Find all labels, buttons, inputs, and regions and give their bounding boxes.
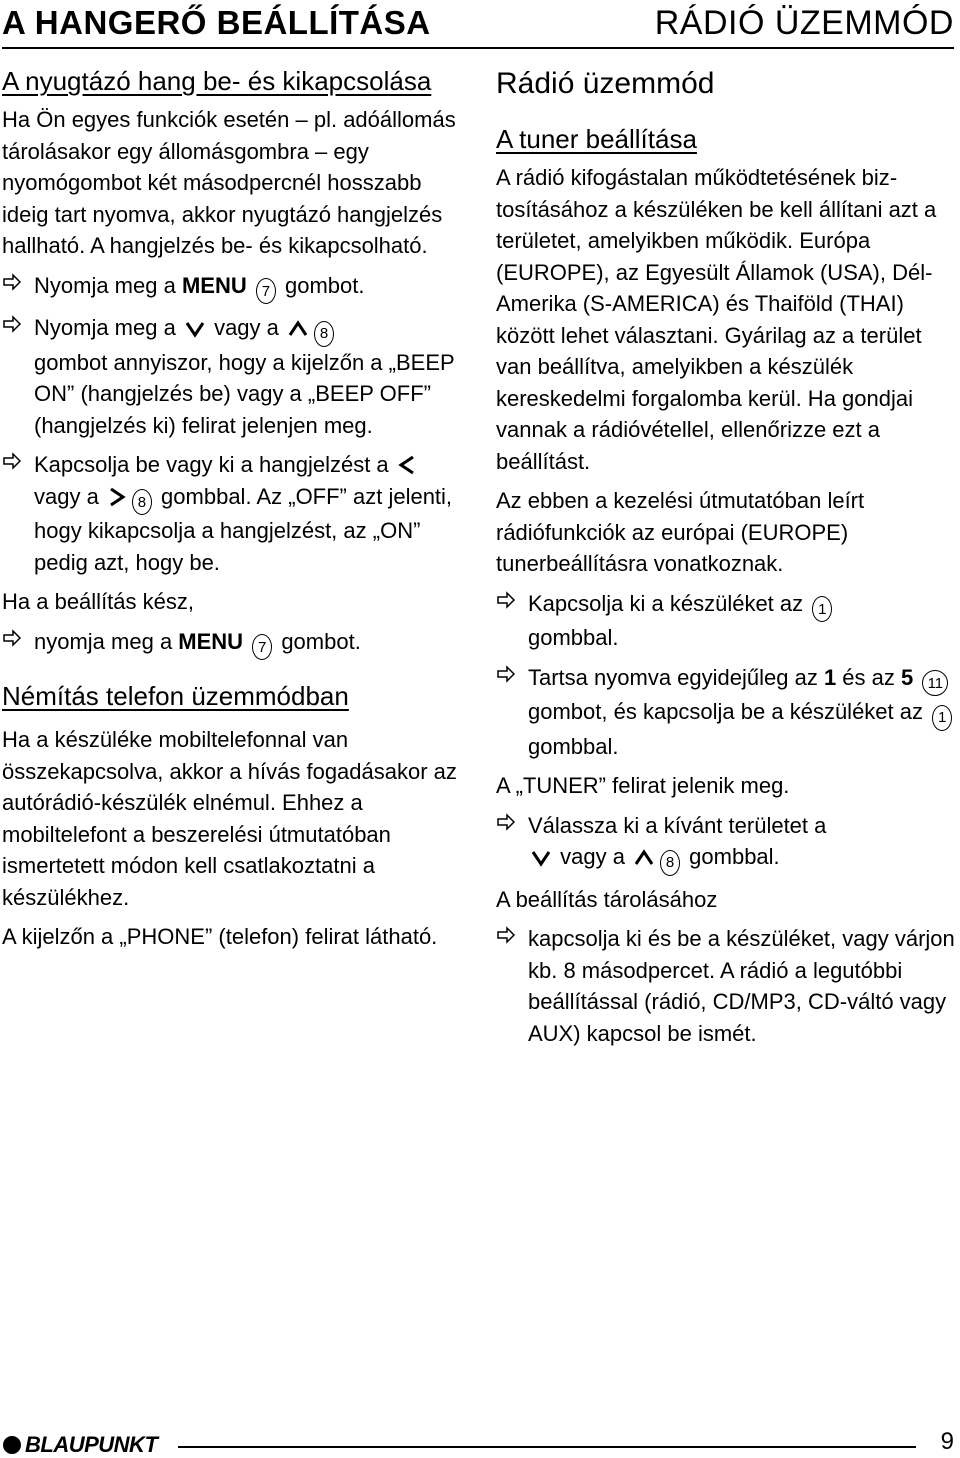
arrow-icon xyxy=(2,312,34,441)
step-text: vagy a xyxy=(207,315,285,340)
europe-text: Az ebben a kezelési útmutatóban leírt rádiófunkciók az európai (EUROPE) tunerbeállításra vonatkoznak. xyxy=(496,488,865,576)
section-title-beep: A nyugtázó hang be- és kikapcsolása xyxy=(2,66,432,96)
key-1-icon: 1 xyxy=(812,596,832,622)
step-text: Nyomja meg a xyxy=(34,272,182,298)
down-arrow-icon xyxy=(185,320,205,338)
beep-intro-text: Ha Ön egyes funkciók esetén – pl. adóállomás tárolásakor egy állomásgombra – egy nyomógombot két másodpercnél hosszabb ideig tart nyomva, akkor nyugtázó hangjelzés hallható. A hangjelzés be- és kikapcsolható. xyxy=(2,107,456,258)
step-text: Válassza ki a kívánt területet a xyxy=(528,812,827,838)
header-right-title: RÁDIÓ ÜZEMMÓD xyxy=(654,4,954,42)
key-label: 1 xyxy=(823,664,837,690)
step-text: kapcsolja ki és be a készüléket, vagy várjon kb. 8 másodpercet. A rádió a legutóbbi beállítással (rádió, CD/MP3, CD-váltó vagy AUX) kapcsol be ismét. xyxy=(528,926,955,1046)
step-text: gombot, és kapcsolja be a készüléket az xyxy=(528,699,930,724)
arrow-icon xyxy=(496,810,528,876)
arrow-icon xyxy=(2,270,34,305)
key-8-icon: 8 xyxy=(314,321,334,347)
step-text: gombot. xyxy=(278,272,365,298)
section-title-mute: Némítás telefon üzemmódban xyxy=(2,681,349,711)
step-item xyxy=(2,449,460,578)
step-text: gombbal. xyxy=(528,625,619,650)
step-item xyxy=(2,270,460,305)
tuner-text: A rádió kifogástalan működtetésének biztosításához a készüléken be kell állítani azt a területet, amelyikben működik. Európa (EUROPE), az Egyesült Államok (USA), Dél-Amerika (S-AMERICA) és Thaiföld (THAI) között lehet választani. Gyárilag az a terület van beállítva, amelyikben a készülék kereskedelmi forgalomba kerül. Ha gondjai vannak a rádióvétellel, ellenőrizze ezt a beállítást. xyxy=(496,165,937,474)
step-item xyxy=(496,923,956,1049)
page-number: 9 xyxy=(940,1428,954,1455)
step-text: nyomja meg a xyxy=(34,628,179,654)
menu-label: MENU xyxy=(178,628,244,654)
right-column xyxy=(496,64,956,1057)
key-11-icon: 11 xyxy=(922,670,948,696)
tuner-section-title: A tuner beállítása xyxy=(496,124,697,154)
header-rule xyxy=(2,47,954,49)
arrow-icon xyxy=(496,662,528,763)
key-1-icon: 1 xyxy=(932,705,952,731)
menu-label: MENU xyxy=(181,272,247,298)
footer-rule xyxy=(178,1446,916,1448)
arrow-icon xyxy=(2,626,34,661)
step-text: gombbal. xyxy=(683,844,780,869)
up-arrow-icon xyxy=(634,849,654,867)
step-item xyxy=(496,662,956,763)
ready-text: Ha a beállítás kész, xyxy=(2,589,194,614)
step-text: gombbal. Az „OFF” azt jelenti, hogy kikapcsolja a hangjelzést, az „ON” pedig azt, hogy be. xyxy=(34,483,453,575)
step-item xyxy=(496,810,956,876)
up-arrow-icon xyxy=(288,320,308,338)
key-7-icon: 7 xyxy=(252,634,272,660)
radio-mode-title: Rádió üzemmód xyxy=(496,67,715,100)
key-label: 5 xyxy=(901,664,914,690)
step-item xyxy=(2,312,460,441)
brand-logo xyxy=(2,1432,157,1458)
arrow-icon xyxy=(2,449,34,578)
mute-text: Ha a készüléke mobiltelefonnal van összekapcsolva, akkor a hívás fogadásakor az autórádió-készülék elnémul. Ehhez a mobiltelefont a beszerelési útmutatóban ismertetett módon kell csatlakoztatni a készülékhez. xyxy=(2,727,457,910)
key-8-icon: 8 xyxy=(132,489,152,515)
left-arrow-icon xyxy=(398,455,416,475)
right-arrow-icon xyxy=(108,487,126,507)
store-text: A beállítás tárolásához xyxy=(496,886,718,912)
step-text: Kapcsolja ki a készüléket az xyxy=(528,590,810,616)
arrow-icon xyxy=(496,923,528,1049)
step-text: Tartsa nyomva egyidejűleg az xyxy=(528,664,824,690)
phone-text: A kijelzőn a „PHONE” (telefon) felirat látható. xyxy=(2,924,438,949)
step-text: vagy a xyxy=(554,844,632,869)
key-8-icon: 8 xyxy=(660,850,680,876)
step-text: Kapcsolja be vagy ki a hangjelzést a xyxy=(34,452,395,477)
down-arrow-icon xyxy=(531,849,551,867)
step-text: Nyomja meg a xyxy=(34,315,182,340)
tuner-message-text: A „TUNER” felirat jelenik meg. xyxy=(496,773,790,798)
key-7-icon: 7 xyxy=(256,278,276,304)
brand-name: BLAUPUNKT xyxy=(25,1432,158,1457)
step-text: gombot annyiszor, hogy a kijelzőn a „BEEP ON” (hangjelzés be) vagy a „BEEP OFF” (hangjelzés ki) felirat jelenjen meg. xyxy=(34,349,455,438)
header-left-title: A HANGERŐ BEÁLLÍTÁSA xyxy=(2,4,431,41)
step-item xyxy=(496,588,956,654)
step-text: vagy a xyxy=(34,483,105,509)
arrow-icon xyxy=(496,588,528,654)
step-item xyxy=(2,626,460,661)
step-text: gombot. xyxy=(275,628,361,654)
left-column xyxy=(2,64,460,961)
step-text: gombbal. xyxy=(528,733,619,759)
logo-dot-icon xyxy=(2,1435,22,1455)
step-text: és az xyxy=(836,664,901,690)
